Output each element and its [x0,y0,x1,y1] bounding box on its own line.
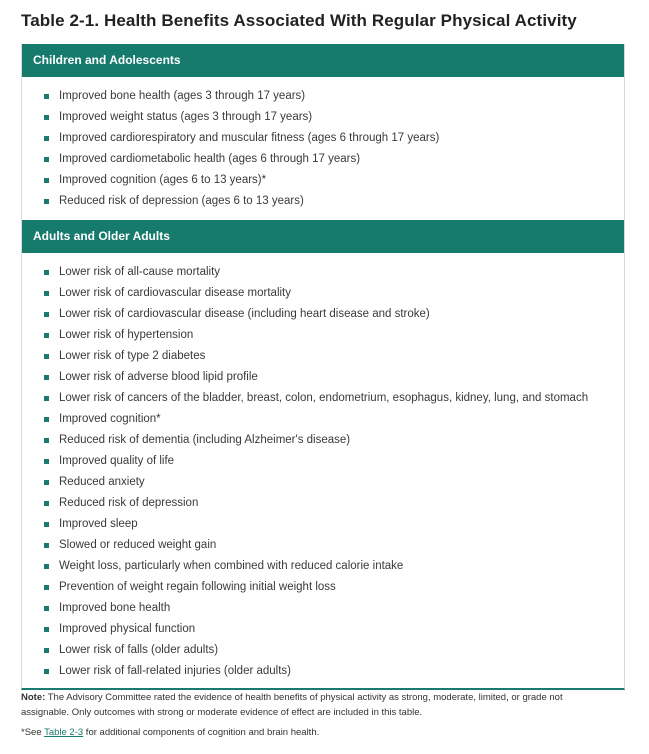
table-2-3-link[interactable]: Table 2-3 [44,727,84,738]
list-item-text: Improved quality of life [59,455,175,467]
list-item [22,170,624,191]
list-item [22,191,624,212]
list-item-text: Improved cardiorespiratory and muscular fitness (ages 6 through 17 years) [59,132,440,144]
square-bullet-icon [44,480,49,485]
list-item-text: Lower risk of fall-related injuries (older adults) [59,665,292,677]
list-item-text: Improved physical function [59,623,196,635]
square-bullet-icon [44,178,49,183]
list-item-text: Improved cardiometabolic health (ages 6 through 17 years) [59,153,361,165]
square-bullet-icon [44,396,49,401]
footnote-prefix: *See [21,727,45,738]
list-item [22,128,624,149]
list-item-text: Improved weight status (ages 3 through 17 years) [59,111,313,123]
note-text: The Advisory Committee rated the evidence of health benefits of physical activity as strong, moderate, limited, or grade not assignable. Only outcomes with strong or moderate evidence of effect are included in this table. [21,692,563,718]
note-paragraph [21,690,601,720]
square-bullet-icon [44,459,49,464]
list-item [22,107,624,128]
square-bullet-icon [44,543,49,548]
section-header-children: Children and Adolescents [22,44,624,77]
square-bullet-icon [44,354,49,359]
list-item-text: Improved cognition (ages 6 to 13 years)* [59,174,267,186]
square-bullet-icon [44,501,49,506]
list-item [22,86,624,107]
list-item [22,149,624,170]
list-item-text: Lower risk of cancers of the bladder, breast, colon, endometrium, esophagus, kidney, lung, and stomach [59,392,589,404]
section-header-adults: Adults and Older Adults [22,220,624,253]
list-item-text: Improved bone health [59,602,171,614]
list-item-text: Slowed or reduced weight gain [59,539,217,551]
square-bullet-icon [44,564,49,569]
list-item [22,535,624,556]
list-item [22,283,624,304]
list-item-text: Improved bone health (ages 3 through 17 years) [59,90,306,102]
health-benefits-table [21,44,625,690]
list-item-text: Improved cognition* [59,413,161,425]
list-item-text: Weight loss, particularly when combined with reduced calorie intake [59,560,404,572]
list-item-text: Lower risk of all-cause mortality [59,266,221,278]
list-item [22,493,624,514]
list-item-text: Reduced risk of depression (ages 6 to 13 years) [59,195,304,207]
square-bullet-icon [44,669,49,674]
square-bullet-icon [44,438,49,443]
list-item [22,556,624,577]
list-item-text: Reduced risk of depression [59,497,199,509]
list-item-text: Improved sleep [59,518,138,530]
list-item [22,409,624,430]
adults-benefits-list [22,253,624,688]
square-bullet-icon [44,312,49,317]
list-item-text: Lower risk of cardiovascular disease mortality [59,287,292,299]
square-bullet-icon [44,157,49,162]
footnote-paragraph [21,725,601,740]
list-item-text: Lower risk of cardiovascular disease (including heart disease and stroke) [59,308,430,320]
list-item [22,367,624,388]
square-bullet-icon [44,115,49,120]
list-item [22,619,624,640]
list-item [22,472,624,493]
list-item [22,598,624,619]
list-item [22,577,624,598]
square-bullet-icon [44,417,49,422]
list-item-text: Reduced risk of dementia (including Alzheimer's disease) [59,434,351,446]
page-title: Table 2-1. Health Benefits Associated With Regular Physical Activity [21,11,577,30]
square-bullet-icon [44,199,49,204]
square-bullet-icon [44,606,49,611]
children-benefits-list [22,77,624,220]
footnote-suffix: for additional components of cognition and brain health. [83,727,320,738]
list-item-text: Reduced anxiety [59,476,145,488]
list-item-text: Lower risk of falls (older adults) [59,644,219,656]
list-item [22,262,624,283]
square-bullet-icon [44,270,49,275]
square-bullet-icon [44,136,49,141]
square-bullet-icon [44,94,49,99]
note-label: Note: [21,692,46,703]
list-item-text: Prevention of weight regain following initial weight loss [59,581,336,593]
list-item [22,430,624,451]
list-item [22,451,624,472]
list-item-text: Lower risk of adverse blood lipid profile [59,371,258,383]
list-item [22,325,624,346]
list-item [22,346,624,367]
list-item-text: Lower risk of type 2 diabetes [59,350,206,362]
list-item-text: Lower risk of hypertension [59,329,194,341]
square-bullet-icon [44,522,49,527]
square-bullet-icon [44,627,49,632]
list-item [22,640,624,661]
square-bullet-icon [44,375,49,380]
square-bullet-icon [44,291,49,296]
square-bullet-icon [44,585,49,590]
table-notes [21,690,601,740]
square-bullet-icon [44,648,49,653]
list-item [22,514,624,535]
list-item [22,661,624,682]
list-item [22,388,624,409]
square-bullet-icon [44,333,49,338]
list-item [22,304,624,325]
